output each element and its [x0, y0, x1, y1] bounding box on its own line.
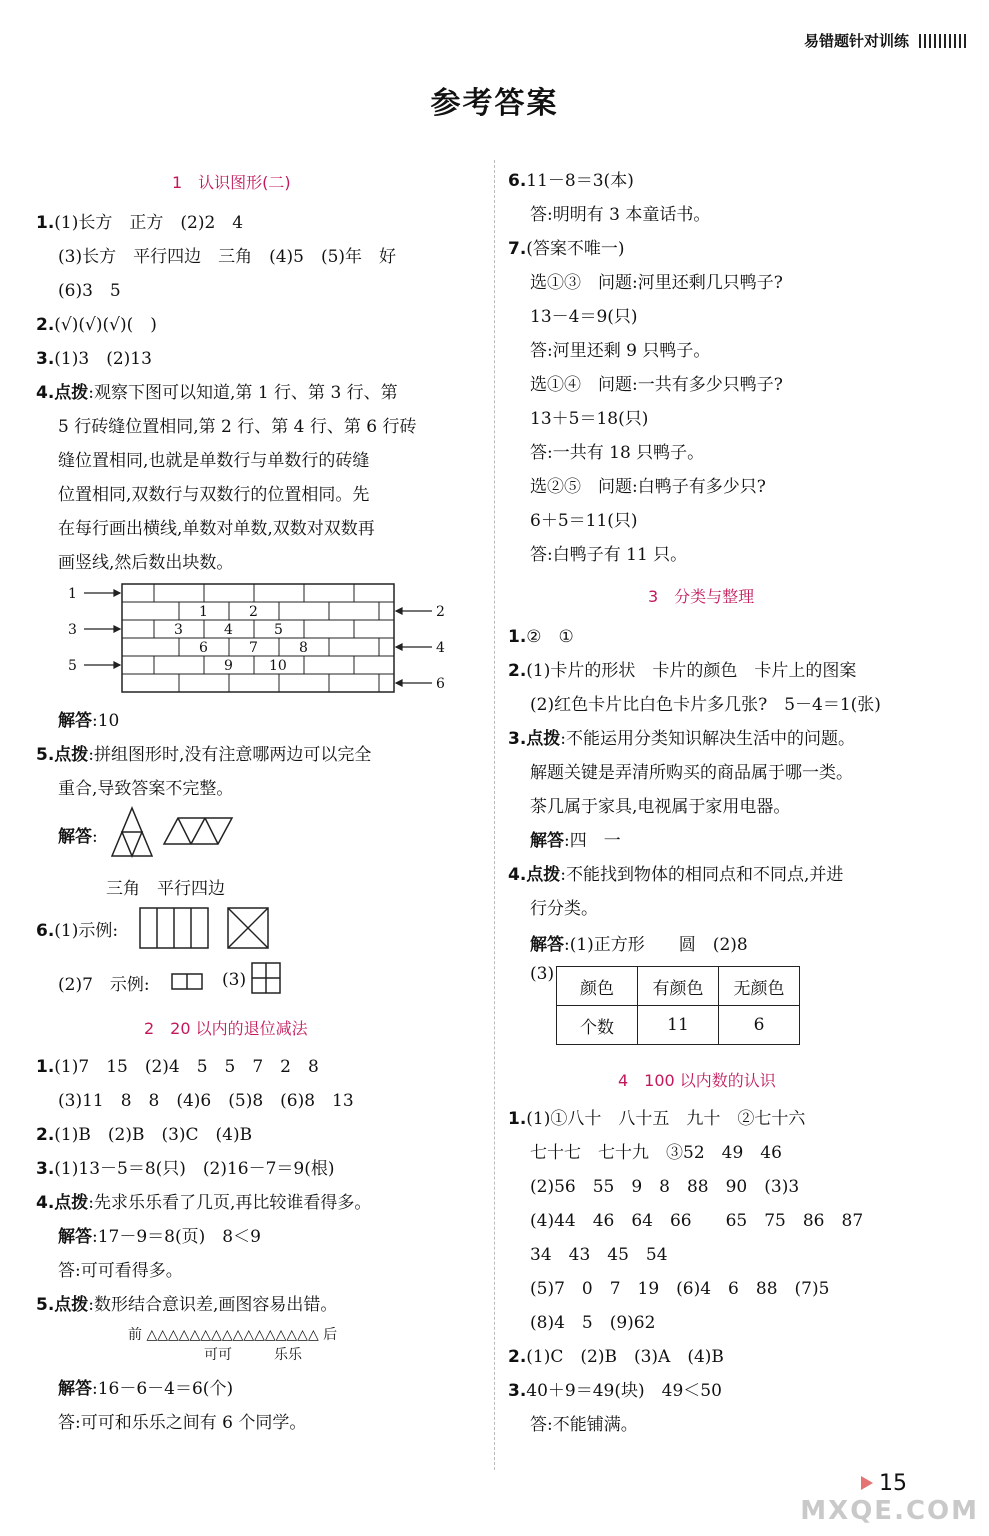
table-header: 有颜色	[638, 967, 719, 1006]
answer-line	[36, 1222, 261, 1247]
row-label: 5	[68, 658, 77, 674]
answer-text: (1)长方 正方 (2)2 4	[54, 213, 244, 233]
answer-line	[36, 740, 371, 765]
answer-text: (1)①八十 八十五 九十 ②七十六	[526, 1109, 806, 1129]
answer-line	[36, 1290, 337, 1315]
question-number: 4.	[508, 865, 527, 885]
brick-number: 1	[199, 604, 208, 620]
answer-line: 画竖线,然后数出块数。	[58, 553, 234, 573]
answer-line	[36, 1052, 319, 1077]
row-label: 2	[436, 604, 445, 620]
answer-line	[36, 1374, 233, 1399]
answer-line: 行分类。	[530, 899, 598, 919]
table-row	[557, 1006, 800, 1045]
brick-number: 8	[299, 640, 308, 656]
queue-names: 可可 乐乐	[204, 1347, 302, 1363]
series-name: 易错题针对训练	[803, 32, 909, 50]
page-title: 参考答案	[430, 86, 559, 121]
brick-number: 9	[224, 658, 233, 674]
brick-number: 10	[269, 658, 287, 674]
table-row	[557, 967, 800, 1006]
hint-label: 点拨	[54, 383, 89, 403]
answer-text: (答案不唯一)	[526, 239, 625, 259]
question-number: 6.	[36, 921, 55, 941]
answer-line	[36, 822, 98, 847]
brick-number: 2	[249, 604, 258, 620]
answer-text: :16－6－4＝6(个)	[92, 1379, 234, 1399]
answer-text: (√)(√)(√)( )	[54, 315, 157, 335]
answer-line	[36, 1120, 252, 1145]
answer-text: (1)13－5＝8(只) (2)16－7＝9(根)	[54, 1159, 335, 1179]
answer-line: 缝位置相同,也就是单数行与单数行的砖缝	[58, 451, 370, 471]
answer-line: (3)11 8 8 (4)6 (5)8 (6)8 13	[58, 1091, 354, 1111]
answer-line: 6＋5＝11(只)	[530, 511, 638, 531]
answer-text: :(1)正方形 圆 (2)8	[564, 935, 748, 955]
question-number: 2.	[36, 315, 55, 335]
answer-text: :10	[92, 711, 120, 731]
answer-text: :先求乐乐看了几页,再比较谁看得多。	[88, 1193, 372, 1213]
answer-line: 答:一共有 18 只鸭子。	[530, 443, 705, 463]
hint-label: 点拨	[54, 1295, 89, 1315]
shape-combination-drawing	[108, 804, 238, 860]
answer-line: 位置相同,双数行与双数行的位置相同。先	[58, 485, 370, 505]
question-number: 4.	[36, 1193, 55, 1213]
answer-line: (2)红色卡片比白色卡片多几张? 5－4＝1(张)	[530, 695, 881, 715]
table-header: 无颜色	[719, 967, 800, 1006]
brick-number: 5	[274, 622, 283, 638]
answer-text: (1)3 (2)13	[54, 349, 152, 369]
two-squares-drawing	[170, 970, 206, 992]
answer-text: :拼组图形时,没有注意哪两边可以完全	[88, 745, 372, 765]
answer-line	[36, 916, 118, 941]
brick-number: 7	[249, 640, 258, 656]
page-arrow-icon	[861, 1476, 873, 1490]
answer-line	[508, 1376, 722, 1401]
question-number: 1.	[508, 627, 527, 647]
answer-text: :	[92, 827, 98, 847]
answer-line: (8)4 5 (9)62	[530, 1313, 656, 1333]
answer-line	[508, 724, 855, 749]
question-number: 3.	[508, 1381, 527, 1401]
hint-label: 点拨	[526, 729, 561, 749]
question-number: 5.	[36, 1295, 55, 1315]
answer-text: :不能运用分类知识解决生活中的问题。	[560, 729, 856, 749]
row-label: 3	[68, 622, 77, 638]
answer-label: 解答	[58, 1227, 92, 1247]
answer-line: 5 行砖缝位置相同,第 2 行、第 4 行、第 6 行砖	[58, 417, 417, 437]
answer-label: 解答	[58, 827, 92, 847]
answer-line: 34 43 45 54	[530, 1245, 668, 1265]
answer-line: 答:河里还剩 9 只鸭子。	[530, 341, 711, 361]
answer-line	[36, 310, 157, 335]
answer-line	[508, 622, 574, 647]
table-cell: 11	[638, 1006, 719, 1045]
question-number: 2.	[36, 1125, 55, 1145]
question-number: 4.	[36, 383, 55, 403]
answer-line: 答:可可看得多。	[58, 1261, 183, 1281]
answer-line: 茶几属于家具,电视属于家用电器。	[530, 797, 791, 817]
question-number: 7.	[508, 239, 527, 259]
question-number: 2.	[508, 1347, 527, 1367]
divided-shapes-drawing	[138, 904, 278, 952]
answer-label: 解答	[530, 935, 564, 955]
answer-text: 40＋9＝49(块) 49＜50	[526, 1381, 722, 1401]
answer-line: (5)7 0 7 19 (6)4 6 88 (7)5	[530, 1279, 830, 1299]
barcode-decoration	[919, 34, 967, 48]
answer-line: 13－4＝9(只)	[530, 307, 638, 327]
answer-text: :观察下图可以知道,第 1 行、第 3 行、第	[88, 383, 398, 403]
answer-line: (4)44 46 64 66 65 75 86 87	[530, 1211, 864, 1231]
answer-line: (3)	[530, 964, 555, 984]
four-squares-drawing	[250, 960, 284, 996]
answer-text: :17－9＝8(页) 8＜9	[92, 1227, 261, 1247]
column-divider	[494, 160, 495, 1470]
watermark: MXQE.COM	[800, 1496, 979, 1526]
answer-text: :四 一	[564, 831, 621, 851]
hint-label: 点拨	[54, 745, 89, 765]
answer-line: 选②⑤ 问题:白鸭子有多少只?	[530, 477, 766, 497]
question-number: 5.	[36, 745, 55, 765]
brick-number: 4	[224, 622, 233, 638]
section-title-4: 4 100 以内数的认识	[618, 1071, 776, 1090]
answer-line	[36, 706, 119, 731]
answer-line	[508, 930, 748, 955]
answer-line: (2)7 示例:	[58, 975, 150, 995]
answer-line	[36, 208, 243, 233]
table-header: 颜色	[557, 967, 638, 1006]
answer-line	[508, 656, 856, 681]
question-number: 6.	[508, 171, 527, 191]
hint-label: 点拨	[54, 1193, 89, 1213]
question-number: 3.	[36, 1159, 55, 1179]
header-bar	[804, 30, 967, 51]
answer-line: 答:明明有 3 本童话书。	[530, 205, 711, 225]
answer-line: 七十七 七十九 ③52 49 46	[530, 1143, 782, 1163]
row-label: 6	[436, 676, 445, 692]
answer-line: (6)3 5	[58, 281, 121, 301]
answer-text: 11－8＝3(本)	[526, 171, 634, 191]
section-title-2: 2 20 以内的退位减法	[144, 1019, 308, 1038]
page-number: 15	[879, 1471, 907, 1496]
answer-text: (1)7 15 (2)4 5 5 7 2 8	[54, 1057, 319, 1077]
brick-number: 6	[199, 640, 208, 656]
answer-line	[508, 1342, 724, 1367]
answer-line	[508, 166, 634, 191]
question-number: 3.	[36, 349, 55, 369]
answer-line	[36, 344, 152, 369]
classification-table	[556, 966, 800, 1045]
answer-line: 13＋5＝18(只)	[530, 409, 649, 429]
table-cell: 个数	[557, 1006, 638, 1045]
answer-label: 解答	[58, 1379, 92, 1399]
answer-line: 选①④ 问题:一共有多少只鸭子?	[530, 375, 783, 395]
answer-line: 答:白鸭子有 11 只。	[530, 545, 688, 565]
answer-text: :数形结合意识差,画图容易出错。	[88, 1295, 338, 1315]
answer-line	[36, 1154, 335, 1179]
section-title-1: 1 认识图形(二)	[172, 173, 291, 192]
hint-label: 点拨	[526, 865, 561, 885]
answer-line: 选①③ 问题:河里还剩几只鸭子?	[530, 273, 783, 293]
answer-line: 在每行画出横线,单数对单数,双数对双数再	[58, 519, 375, 539]
answer-text: (1)卡片的形状 卡片的颜色 卡片上的图案	[526, 661, 857, 681]
row-label: 1	[68, 586, 77, 602]
question-number: 1.	[36, 1057, 55, 1077]
answer-line	[36, 378, 398, 403]
answer-line	[508, 1104, 805, 1129]
answer-text: (1)C (2)B (3)A (4)B	[526, 1347, 724, 1367]
answer-text: (3)	[222, 970, 247, 990]
table-cell: 6	[719, 1006, 800, 1045]
answer-line	[508, 860, 843, 885]
answer-text: :不能找到物体的相同点和不同点,并进	[560, 865, 844, 885]
answer-label: 解答	[530, 831, 564, 851]
answer-text: ② ①	[526, 627, 574, 647]
answer-line: 重合,导致答案不完整。	[58, 779, 234, 799]
question-number: 3.	[508, 729, 527, 749]
answer-line: (3)长方 平行四边 三角 (4)5 (5)年 好	[58, 247, 397, 267]
question-number: 2.	[508, 661, 527, 681]
answer-line: (2)56 55 9 8 88 90 (3)3	[530, 1177, 800, 1197]
answer-line: 答:不能铺满。	[530, 1415, 638, 1435]
answer-line	[508, 826, 621, 851]
brick-wall-diagram	[54, 580, 454, 700]
brick-number: 3	[174, 622, 183, 638]
answer-line	[508, 234, 625, 259]
section-title-3: 3 分类与整理	[648, 587, 755, 606]
answer-line	[36, 1188, 371, 1213]
answer-line: 答:可可和乐乐之间有 6 个同学。	[58, 1413, 307, 1433]
answer-line: 解题关键是弄清所购买的商品属于哪一类。	[530, 763, 853, 783]
row-label: 4	[436, 640, 445, 656]
answer-text: (1)示例:	[54, 921, 119, 941]
answer-text: (1)B (2)B (3)C (4)B	[54, 1125, 253, 1145]
queue-triangles: 前 △△△△△△△△△△△△△△△△ 后	[128, 1327, 338, 1343]
answer-label: 解答	[58, 711, 92, 731]
shape-labels: 三角 平行四边	[106, 879, 225, 899]
question-number: 1.	[36, 213, 55, 233]
question-number: 1.	[508, 1109, 527, 1129]
